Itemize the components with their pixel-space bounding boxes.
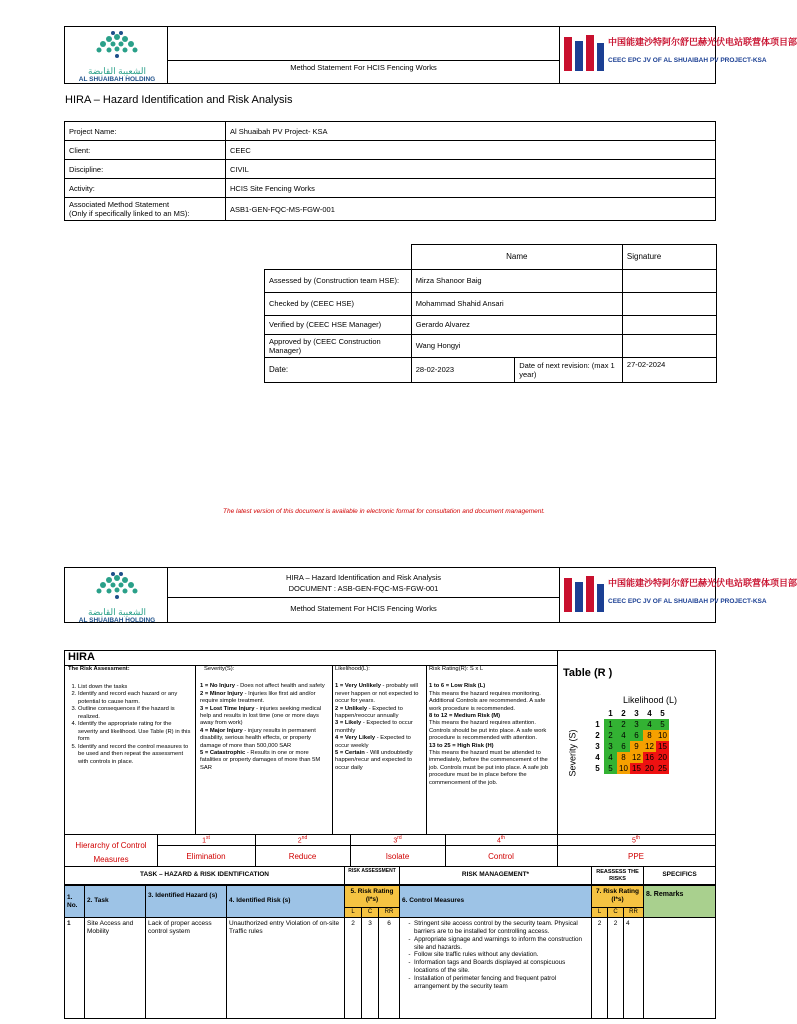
hierarchy-control: Control xyxy=(488,852,514,861)
info-label: Discipline: xyxy=(65,160,226,179)
severity-title: Severity(S): xyxy=(204,666,235,672)
signoff-role: Assessed by (Construction team HSE): xyxy=(265,269,412,292)
logo-english-text: AL SHUAIBAH HOLDING xyxy=(78,76,156,83)
matrix-cell: 3 xyxy=(630,719,643,730)
hierarchy-reduce: Reduce xyxy=(288,852,317,861)
matrix-cell: 5 xyxy=(604,763,617,774)
hierarchy-isolate: Isolate xyxy=(385,852,410,861)
matrix-row-label: 4 xyxy=(595,753,600,762)
severity-axis-label: Severity (S) xyxy=(567,729,578,777)
signature-cell[interactable] xyxy=(622,269,716,292)
signature-header: Signature xyxy=(622,245,716,270)
ceec-logo xyxy=(562,572,797,622)
likelihood-item: 5 = Certain - Will undoubtedly happen/recur and expected to occur daily xyxy=(335,750,413,771)
matrix-row xyxy=(591,730,669,741)
col-task: 2. Task xyxy=(84,885,146,918)
matrix-row xyxy=(591,741,669,752)
signoff-role: Approved by (CEEC Construction Manager) xyxy=(265,334,412,357)
hira-title: HIRA xyxy=(68,651,95,663)
doc-title: Method Statement For HCIS Fencing Works xyxy=(290,604,437,613)
row-l-2: 2 xyxy=(591,917,608,1019)
row-rr-2: 4 xyxy=(623,917,644,1019)
info-value: HCIS Site Fencing Works xyxy=(226,179,716,198)
matrix-cell: 15 xyxy=(656,741,669,752)
likelihood-item: 4 = Very Likely - Expected to occur weekly xyxy=(335,735,411,749)
info-label: Activity: xyxy=(65,179,226,198)
rating-column xyxy=(429,666,555,787)
matrix-cell: 1 xyxy=(604,719,617,730)
hira-line: HIRA – Hazard Identification and Risk Analysis xyxy=(285,573,442,582)
assessment-step: 5. Identify and record the control measures to be used and then repeat the assessment with controls in place. xyxy=(78,744,192,767)
matrix-row xyxy=(591,719,669,730)
matrix-cell: 9 xyxy=(630,741,643,752)
likelihood-column xyxy=(335,666,424,772)
doc-title-cell xyxy=(168,568,560,622)
matrix-col-label: 1 xyxy=(608,709,613,718)
col-controls: 6. Control Measures xyxy=(399,885,592,918)
hierarchy-label: Hierarchy of Control Measures xyxy=(75,841,147,864)
control-measure: - Stringent site access control by the security team. Physical barriers are to be installed for controlling access. xyxy=(414,920,589,936)
next-revision-label: Date of next revision: (max 1 year) xyxy=(515,357,623,382)
row-controls xyxy=(399,917,592,1019)
matrix-row-label: 2 xyxy=(595,731,600,740)
hierarchy-num: 4th xyxy=(496,835,506,845)
palm-logo-icon xyxy=(69,29,165,61)
matrix-cell: 16 xyxy=(643,752,656,763)
hierarchy-elimination: Elimination xyxy=(186,852,226,861)
section-reassess: REASSESS THE RISKS xyxy=(591,867,644,885)
matrix-col-label: 2 xyxy=(621,709,626,718)
table-row xyxy=(65,179,716,198)
likelihood-axis-label: Likelihood (L) xyxy=(623,695,678,705)
assessment-title: The Risk Assessment: xyxy=(68,666,130,672)
info-value: Al Shuaibah PV Project- KSA xyxy=(226,122,716,141)
matrix-cell: 20 xyxy=(643,763,656,774)
rating-item: 13 to 25 = High Risk (H) This means the hazard must be attended to immediately, before the commencement of the job. Controls must be put into place. A safe job procedure must be in place before the commencement of the job. xyxy=(429,742,549,786)
hierarchy-row xyxy=(64,835,716,867)
severity-item: 4 = Major Injury - injury results in permanent disability, serious health effects, or property damage of more than 500,000 SAR xyxy=(200,727,316,749)
matrix-cell: 5 xyxy=(656,719,669,730)
palm-logo-icon xyxy=(69,570,165,602)
assessment-step: 4. Identify the appropriate rating for the severity and likelihood. Use Table (R) in this form xyxy=(78,721,192,744)
logo-english-text-right: CEEC EPC JV OF AL SHUAIBAH PV PROJECT-KSA xyxy=(608,57,767,64)
matrix-row-label: 3 xyxy=(595,742,600,751)
logo-english-text-right: CEEC EPC JV OF AL SHUAIBAH PV PROJECT-KSA xyxy=(608,598,767,605)
col-rating: 5. Risk Rating (I*s) xyxy=(344,885,400,908)
matrix-cell: 12 xyxy=(643,741,656,752)
table-row xyxy=(65,122,716,141)
severity-column xyxy=(200,666,330,772)
rating-title: Risk Rating(R): S x L xyxy=(429,666,484,672)
assessment-column xyxy=(68,666,192,766)
col-rr: RR xyxy=(378,907,400,918)
control-measure: - Information tags and Boards displayed at conspicuous locations of the site. xyxy=(414,959,589,975)
doc-title-cell xyxy=(168,27,560,83)
project-info-table xyxy=(64,121,716,221)
info-value: CIVIL xyxy=(226,160,716,179)
hira-block xyxy=(64,650,716,835)
logo-chinese-text: 中国能建沙特阿尔舒巴赫光伏电站联营体项目部 xyxy=(608,37,797,47)
table-row xyxy=(265,292,717,315)
section-specifics: SPECIFICS xyxy=(643,867,716,885)
matrix-cell: 25 xyxy=(656,763,669,774)
info-label xyxy=(65,198,226,221)
likelihood-item: 2 = Unlikely - Expected to happen/reoccur annually xyxy=(335,705,403,720)
matrix-cell: 2 xyxy=(604,730,617,741)
logo-english-text: AL SHUAIBAH HOLDING xyxy=(78,617,156,624)
matrix-col-label: 5 xyxy=(660,709,665,718)
matrix-cell: 2 xyxy=(617,719,630,730)
name-header: Name xyxy=(411,245,622,270)
col-risk: 4. Identified Risk (s) xyxy=(226,885,345,918)
table-row xyxy=(65,198,716,221)
section-task: TASK – HAZARD & RISK IDENTIFICATION xyxy=(64,867,345,885)
rating-item: 8 to 12 = Medium Risk (M) This means the hazard requires attention. Controls should be put into place. A safe work procedure is recommended with attention. xyxy=(429,713,547,742)
ceec-logo xyxy=(562,31,797,81)
row-l: 2 xyxy=(344,917,362,1019)
matrix-cell: 10 xyxy=(617,763,630,774)
col-rr-2: RR xyxy=(623,907,644,918)
page-header xyxy=(64,26,797,84)
matrix-row xyxy=(591,752,669,763)
section-risk-management: RISK MANAGEMENT* xyxy=(399,867,592,885)
signoff-role: Checked by (CEEC HSE) xyxy=(265,292,412,315)
document-number: DOCUMENT : ASB-GEN-FQC-MS-FGW-001 xyxy=(288,584,439,593)
matrix-cell: 10 xyxy=(656,730,669,741)
table-row xyxy=(265,245,717,270)
matrix-col-label: 3 xyxy=(634,709,639,718)
ceec-mark-icon xyxy=(562,574,606,616)
hierarchy-num: 5th xyxy=(631,835,641,845)
info-value: CEEC xyxy=(226,141,716,160)
signature-cell[interactable] xyxy=(622,292,716,315)
row-task: Site Access and Mobility xyxy=(84,917,146,1019)
col-no: 1. No. xyxy=(64,885,85,918)
info-label: Project Name: xyxy=(65,122,226,141)
logo-arabic-text: الشعيبة القابضة xyxy=(87,607,147,617)
severity-item: 1 = No Injury - Does not affect health and safety xyxy=(200,683,325,690)
likelihood-item: 1 = Very Unlikely - probably will never happen or not expected to occur for years. xyxy=(335,683,419,705)
row-c-2: 2 xyxy=(607,917,624,1019)
page-header-2 xyxy=(64,567,797,624)
page-title: HIRA – Hazard Identification and Risk Analysis xyxy=(65,94,293,106)
hierarchy-num: 2nd xyxy=(297,835,308,845)
matrix-cell: 4 xyxy=(604,752,617,763)
left-logo-cell xyxy=(65,568,168,622)
col-l-2: L xyxy=(591,907,608,918)
risk-matrix xyxy=(591,708,669,774)
signature-cell[interactable] xyxy=(622,315,716,334)
matrix-cell: 8 xyxy=(643,730,656,741)
table-row xyxy=(265,334,717,357)
matrix-cell: 12 xyxy=(630,752,643,763)
table-row xyxy=(65,160,716,179)
severity-item: 3 = Lost Time Injury - injuries seeking medical help and results in lost time (one or more days away from work) xyxy=(200,705,322,727)
hierarchy-num: 3rd xyxy=(393,835,402,845)
matrix-row-label: 5 xyxy=(595,764,600,773)
al-shuaibah-logo xyxy=(69,29,165,83)
col-hazard: 3. Identified Hazard (s) xyxy=(145,885,227,918)
right-logo-cell xyxy=(560,568,797,622)
matrix-cell: 20 xyxy=(656,752,669,763)
al-shuaibah-logo xyxy=(69,570,165,624)
row-c: 3 xyxy=(361,917,379,1019)
table-r-title: Table (R ) xyxy=(563,667,613,679)
signature-cell[interactable] xyxy=(622,334,716,357)
matrix-cell: 3 xyxy=(604,741,617,752)
table-row xyxy=(265,269,717,292)
col-rating-2: 7. Risk Rating (I*s) xyxy=(591,885,644,908)
col-l: L xyxy=(344,907,362,918)
assessment-step: 2. Identify and record each hazard or any potential to cause harm. xyxy=(78,691,192,706)
row-rr: 6 xyxy=(378,917,400,1019)
row-hazard: Lack of proper access control system xyxy=(145,917,227,1019)
ceec-mark-icon xyxy=(562,33,606,75)
electronic-version-notice: The latest version of this document is available in electronic format for consultation and document management. xyxy=(223,508,545,515)
likelihood-title: Likelihood(L): xyxy=(335,666,370,672)
matrix-cell: 4 xyxy=(643,719,656,730)
date-label: Date: xyxy=(265,357,412,382)
control-measure: - Installation of perimeter fencing and frequent patrol arrangement by the security team xyxy=(414,975,589,991)
matrix-cell: 6 xyxy=(630,730,643,741)
severity-item: 5 = Catastrophic - Results in one or more fatalities or property damages of more than 5M SAR xyxy=(200,750,321,771)
matrix-header-row xyxy=(591,708,669,719)
control-measure: - Follow site traffic rules without any deviation. xyxy=(414,951,589,959)
matrix-cell: 6 xyxy=(617,741,630,752)
logo-arabic-text: الشعيبة القابضة xyxy=(87,66,147,76)
likelihood-item: 3 = Likely - Expected to occur monthly xyxy=(335,720,413,734)
matrix-cell: 4 xyxy=(617,730,630,741)
row-no: 1 xyxy=(64,917,85,1019)
hierarchy-num: 1st xyxy=(202,835,210,845)
row-remarks xyxy=(643,917,716,1019)
signoff-role: Verified by (CEEC HSE Manager) xyxy=(265,315,412,334)
matrix-row-label: 1 xyxy=(595,720,600,729)
right-logo-cell xyxy=(560,27,797,83)
assessment-step: 3. Outline consequences if the hazard is realized. xyxy=(78,706,192,721)
date-value: 28-02-2023 xyxy=(411,357,515,382)
signoff-name: Mirza Shanoor Baig xyxy=(411,269,622,292)
assessment-step: 1. List down the tasks xyxy=(78,684,192,692)
table-row xyxy=(265,357,717,382)
col-remarks: 8. Remarks xyxy=(643,885,716,918)
table-r xyxy=(561,666,715,834)
col-c: C xyxy=(361,907,379,918)
severity-item: 2 = Minor Injury - Injuries like first aid and/or require simple treatment. xyxy=(200,690,316,705)
info-label-line: (Only if specifically linked to an MS): xyxy=(69,209,190,218)
blank-cell xyxy=(265,245,412,270)
matrix-cell: 8 xyxy=(617,752,630,763)
left-logo-cell xyxy=(65,27,168,83)
next-revision-value: 27-02-2024 xyxy=(622,357,716,382)
info-label-line: Associated Method Statement xyxy=(69,200,170,209)
signoff-name: Gerardo Alvarez xyxy=(411,315,622,334)
table-row xyxy=(265,315,717,334)
doc-title: Method Statement For HCIS Fencing Works xyxy=(290,63,437,72)
matrix-cell: 15 xyxy=(630,763,643,774)
signoff-table xyxy=(264,244,717,383)
hierarchy-ppe: PPE xyxy=(627,852,644,861)
logo-chinese-text: 中国能建沙特阿尔舒巴赫光伏电站联营体项目部 xyxy=(608,578,797,588)
signoff-name: Wang Hongyi xyxy=(411,334,622,357)
info-value: ASB1-GEN-FQC-MS-FGW-001 xyxy=(226,198,716,221)
row-risk: Unauthorized entry Violation of on-site Traffic rules xyxy=(226,917,345,1019)
info-label: Client: xyxy=(65,141,226,160)
matrix-row xyxy=(591,763,669,774)
table-row xyxy=(65,141,716,160)
col-c-2: C xyxy=(607,907,624,918)
matrix-col-label: 4 xyxy=(647,709,652,718)
rating-item: 1 to 6 = Low Risk (L) This means the hazard requires monitoring. Additional Controls are recommended. A safe work procedure is recommended. xyxy=(429,683,546,712)
signoff-name: Mohammad Shahid Ansari xyxy=(411,292,622,315)
section-risk-assessment: RISK ASSESSMENT xyxy=(344,867,400,885)
control-measure: - Appropriate signage and warnings to inform the construction site and hazards. xyxy=(414,936,589,952)
